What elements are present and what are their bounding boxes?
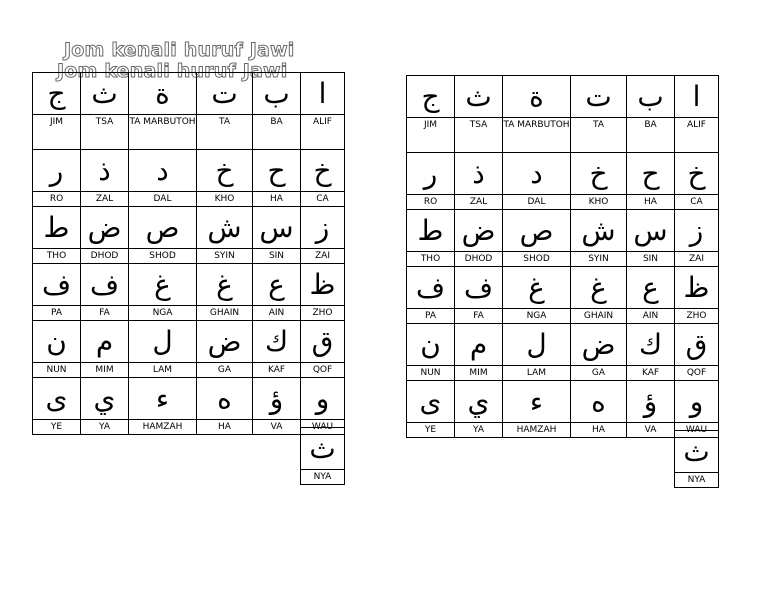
arabic-letter: ر xyxy=(423,157,438,190)
arabic-letter: ي xyxy=(467,385,490,418)
letter-cell xyxy=(81,73,129,150)
letter-cell xyxy=(253,321,301,378)
letter-cell xyxy=(675,431,719,488)
letter-name: YE xyxy=(407,422,454,437)
letter-cell xyxy=(81,321,129,378)
letter-grid xyxy=(32,72,345,435)
letter-name: DHOD xyxy=(81,248,128,263)
letter-name: VA xyxy=(627,422,674,437)
arabic-letter: ة xyxy=(155,77,170,110)
letter-name: TSA xyxy=(455,117,502,132)
arabic-letter: ء xyxy=(529,385,544,418)
arabic-letter: ج xyxy=(47,77,66,110)
letter-row xyxy=(33,207,345,264)
letter-name: TA xyxy=(197,114,252,129)
letter-cell xyxy=(33,264,81,321)
letter-name: QOF xyxy=(301,362,344,377)
arabic-letter: ف xyxy=(463,271,494,304)
letter-cell xyxy=(197,207,253,264)
arabic-letter: ب xyxy=(637,80,664,113)
letter-cell xyxy=(253,73,301,150)
letter-row xyxy=(407,76,719,153)
arabic-letter: ى xyxy=(419,385,442,418)
letter-cell xyxy=(503,324,571,381)
arabic-letter: د xyxy=(156,154,169,187)
letter-name: GHAIN xyxy=(197,305,252,320)
arabic-letter: ض xyxy=(581,328,616,361)
letter-name: JIM xyxy=(407,117,454,132)
letter-name: AIN xyxy=(627,308,674,323)
letter-name: DHOD xyxy=(455,251,502,266)
letter-cell xyxy=(407,153,455,210)
letter-cell xyxy=(407,267,455,324)
letter-cell xyxy=(627,153,675,210)
letter-name: THO xyxy=(33,248,80,263)
arabic-letter: ص xyxy=(519,214,554,247)
letter-cell xyxy=(455,381,503,438)
letter-cell xyxy=(33,207,81,264)
letter-cell xyxy=(253,207,301,264)
arabic-letter: ب xyxy=(263,77,290,110)
letter-name: ZAI xyxy=(675,251,718,266)
letter-cell xyxy=(33,321,81,378)
letter-cell xyxy=(675,324,719,381)
letter-cell xyxy=(571,381,627,438)
letter-name: HA xyxy=(197,419,252,434)
letter-name: WAU xyxy=(675,422,718,437)
letter-name: ZAL xyxy=(455,194,502,209)
arabic-letter: غ xyxy=(590,271,607,304)
letter-cell xyxy=(571,324,627,381)
letter-cell xyxy=(129,264,197,321)
letter-cell xyxy=(129,378,197,435)
letter-cell xyxy=(675,210,719,267)
arabic-letter: ي xyxy=(93,382,116,415)
letter-cell xyxy=(197,321,253,378)
letter-cell xyxy=(627,324,675,381)
letter-name: VA xyxy=(253,419,300,434)
letter-cell xyxy=(129,150,197,207)
letter-name: QOF xyxy=(675,365,718,380)
letter-name: NYA xyxy=(675,472,718,487)
arabic-letter: ظ xyxy=(683,271,710,304)
arabic-letter: ط xyxy=(417,214,444,247)
arabic-letter: ص xyxy=(145,211,180,244)
arabic-letter: ش xyxy=(207,211,242,244)
arabic-letter: ض xyxy=(87,211,122,244)
arabic-letter: ر xyxy=(49,154,64,187)
letter-name: KHO xyxy=(571,194,626,209)
letter-name: TSA xyxy=(81,114,128,129)
arabic-letter: ل xyxy=(526,328,547,361)
letter-cell xyxy=(81,264,129,321)
arabic-letter: ع xyxy=(268,268,285,301)
arabic-letter: ث xyxy=(465,80,492,113)
letter-cell xyxy=(675,381,719,438)
letter-name: CA xyxy=(301,191,344,206)
letter-row xyxy=(407,381,719,438)
letter-cell xyxy=(455,153,503,210)
letter-cell xyxy=(253,264,301,321)
letter-cell xyxy=(33,73,81,150)
arabic-letter: ل xyxy=(152,325,173,358)
letter-cell xyxy=(301,73,345,150)
letter-name: KHO xyxy=(197,191,252,206)
arabic-letter: ا xyxy=(318,77,327,110)
arabic-letter: ؤ xyxy=(643,385,658,418)
letter-name: LAM xyxy=(503,365,570,380)
alphabet-chart-left xyxy=(32,72,345,482)
letter-name: KAF xyxy=(627,365,674,380)
page-title: Jom kenali huruf Jawi xyxy=(64,39,295,61)
letter-cell xyxy=(571,210,627,267)
letter-cell xyxy=(197,150,253,207)
letter-cell xyxy=(503,210,571,267)
arabic-letter: ع xyxy=(642,271,659,304)
letter-name: RO xyxy=(33,191,80,206)
letter-name: ALIF xyxy=(675,117,718,132)
arabic-letter: ط xyxy=(43,211,70,244)
arabic-letter: ك xyxy=(638,328,663,361)
letter-cell xyxy=(81,378,129,435)
arabic-letter: ج xyxy=(421,80,440,113)
letter-row xyxy=(33,321,345,378)
arabic-letter: ف xyxy=(89,268,120,301)
arabic-letter: ز xyxy=(689,214,704,247)
letter-name: SIN xyxy=(253,248,300,263)
letter-name: ALIF xyxy=(301,114,344,129)
letter-name: SHOD xyxy=(129,248,196,263)
arabic-letter: ظ xyxy=(309,268,336,301)
letter-name: NGA xyxy=(503,308,570,323)
letter-name: HAMZAH xyxy=(503,422,570,437)
arabic-letter: ث xyxy=(683,435,710,468)
letter-cell xyxy=(197,264,253,321)
letter-cell xyxy=(301,207,345,264)
letter-cell xyxy=(81,150,129,207)
letter-name: NGA xyxy=(129,305,196,320)
letter-name: FA xyxy=(455,308,502,323)
arabic-letter: ف xyxy=(415,271,446,304)
letter-name: AIN xyxy=(253,305,300,320)
letter-name: CA xyxy=(675,194,718,209)
letter-cell xyxy=(455,267,503,324)
letter-cell xyxy=(129,73,197,150)
arabic-letter: ك xyxy=(264,325,289,358)
letter-cell xyxy=(627,381,675,438)
letter-grid-extra xyxy=(674,430,719,488)
letter-cell xyxy=(503,267,571,324)
letter-name: ZHO xyxy=(675,308,718,323)
arabic-letter: ث xyxy=(91,77,118,110)
letter-cell xyxy=(301,321,345,378)
arabic-letter: و xyxy=(689,385,704,418)
arabic-letter: ض xyxy=(207,325,242,358)
letter-cell xyxy=(81,207,129,264)
arabic-letter: ز xyxy=(315,211,330,244)
letter-row xyxy=(407,210,719,267)
arabic-letter: غ xyxy=(154,268,171,301)
letter-cell xyxy=(407,324,455,381)
arabic-letter: س xyxy=(633,214,668,247)
arabic-letter: ؤ xyxy=(269,382,284,415)
letter-name: JIM xyxy=(33,114,80,129)
letter-cell xyxy=(455,324,503,381)
letter-row xyxy=(33,378,345,435)
letter-row xyxy=(33,264,345,321)
letter-cell xyxy=(627,267,675,324)
letter-cell xyxy=(675,153,719,210)
letter-name: DAL xyxy=(503,194,570,209)
arabic-letter: خ xyxy=(313,154,332,187)
letter-name: HA xyxy=(627,194,674,209)
letter-name: TA MARBUTOH xyxy=(503,117,570,132)
letter-row xyxy=(407,324,719,381)
letter-cell xyxy=(503,76,571,153)
letter-cell xyxy=(407,76,455,153)
arabic-letter: ح xyxy=(267,154,286,187)
letter-name: ZHO xyxy=(301,305,344,320)
arabic-letter: ث xyxy=(309,432,336,465)
letter-cell xyxy=(253,150,301,207)
letter-cell xyxy=(675,267,719,324)
letter-name: YA xyxy=(455,422,502,437)
letter-name: SYIN xyxy=(197,248,252,263)
letter-cell xyxy=(571,267,627,324)
arabic-letter: ء xyxy=(155,382,170,415)
letter-name: SHOD xyxy=(503,251,570,266)
arabic-letter: ه xyxy=(591,385,606,418)
letter-row xyxy=(33,73,345,150)
arabic-letter: ق xyxy=(685,328,708,361)
letter-cell xyxy=(197,378,253,435)
arabic-letter: و xyxy=(315,382,330,415)
letter-name: KAF xyxy=(253,362,300,377)
letter-cell xyxy=(301,264,345,321)
letter-cell xyxy=(33,150,81,207)
arabic-letter: ا xyxy=(692,80,701,113)
letter-cell xyxy=(253,378,301,435)
letter-cell xyxy=(455,76,503,153)
arabic-letter: غ xyxy=(528,271,545,304)
letter-cell xyxy=(627,210,675,267)
letter-name: MIM xyxy=(81,362,128,377)
letter-cell xyxy=(455,210,503,267)
arabic-letter: غ xyxy=(216,268,233,301)
letter-name: FA xyxy=(81,305,128,320)
arabic-letter: ف xyxy=(41,268,72,301)
letter-name: NUN xyxy=(33,362,80,377)
letter-name: SYIN xyxy=(571,251,626,266)
letter-grid-extra xyxy=(300,427,345,485)
letter-name: TA xyxy=(571,117,626,132)
arabic-letter: خ xyxy=(687,157,706,190)
alphabet-chart-right xyxy=(406,75,719,485)
letter-name: SIN xyxy=(627,251,674,266)
letter-name: RO xyxy=(407,194,454,209)
letter-cell xyxy=(503,153,571,210)
letter-name: GHAIN xyxy=(571,308,626,323)
arabic-letter: ن xyxy=(46,325,67,358)
arabic-letter: ن xyxy=(420,328,441,361)
arabic-letter: ذ xyxy=(472,157,485,190)
letter-name: HAMZAH xyxy=(129,419,196,434)
letter-cell xyxy=(129,207,197,264)
letter-cell xyxy=(503,381,571,438)
letter-row xyxy=(407,153,719,210)
letter-cell xyxy=(301,428,345,485)
letter-cell xyxy=(675,76,719,153)
letter-cell xyxy=(301,150,345,207)
letter-name: NUN xyxy=(407,365,454,380)
letter-name: DAL xyxy=(129,191,196,206)
arabic-letter: م xyxy=(469,328,488,361)
arabic-letter: د xyxy=(530,157,543,190)
arabic-letter: ذ xyxy=(98,154,111,187)
arabic-letter: خ xyxy=(215,154,234,187)
letter-name: MIM xyxy=(455,365,502,380)
letter-name: GA xyxy=(197,362,252,377)
letter-cell xyxy=(571,153,627,210)
arabic-letter: ق xyxy=(311,325,334,358)
arabic-letter: ض xyxy=(461,214,496,247)
arabic-letter: ح xyxy=(641,157,660,190)
arabic-letter: خ xyxy=(589,157,608,190)
letter-cell xyxy=(197,73,253,150)
letter-name: LAM xyxy=(129,362,196,377)
page-title-shadow: Jom kenali huruf Jawi xyxy=(57,60,288,82)
arabic-letter: ة xyxy=(529,80,544,113)
letter-cell xyxy=(33,378,81,435)
arabic-letter: ت xyxy=(585,80,612,113)
arabic-letter: م xyxy=(95,325,114,358)
letter-name: YE xyxy=(33,419,80,434)
letter-name: PA xyxy=(33,305,80,320)
arabic-letter: ش xyxy=(581,214,616,247)
letter-cell xyxy=(407,381,455,438)
letter-cell xyxy=(627,76,675,153)
letter-name: TA MARBUTOH xyxy=(129,114,196,129)
letter-cell xyxy=(571,76,627,153)
letter-name: GA xyxy=(571,365,626,380)
letter-name: ZAL xyxy=(81,191,128,206)
letter-name: BA xyxy=(253,114,300,129)
letter-row xyxy=(33,150,345,207)
letter-name: HA xyxy=(571,422,626,437)
arabic-letter: ى xyxy=(45,382,68,415)
letter-name: ZAI xyxy=(301,248,344,263)
letter-name: HA xyxy=(253,191,300,206)
letter-name: YA xyxy=(81,419,128,434)
arabic-letter: س xyxy=(259,211,294,244)
letter-cell xyxy=(129,321,197,378)
letter-cell xyxy=(301,378,345,435)
letter-cell xyxy=(407,210,455,267)
letter-name: BA xyxy=(627,117,674,132)
arabic-letter: ت xyxy=(211,77,238,110)
letter-name: THO xyxy=(407,251,454,266)
letter-name: PA xyxy=(407,308,454,323)
letter-name: NYA xyxy=(301,469,344,484)
letter-name: WAU xyxy=(301,419,344,434)
arabic-letter: ه xyxy=(217,382,232,415)
letter-grid xyxy=(406,75,719,438)
letter-row xyxy=(407,267,719,324)
